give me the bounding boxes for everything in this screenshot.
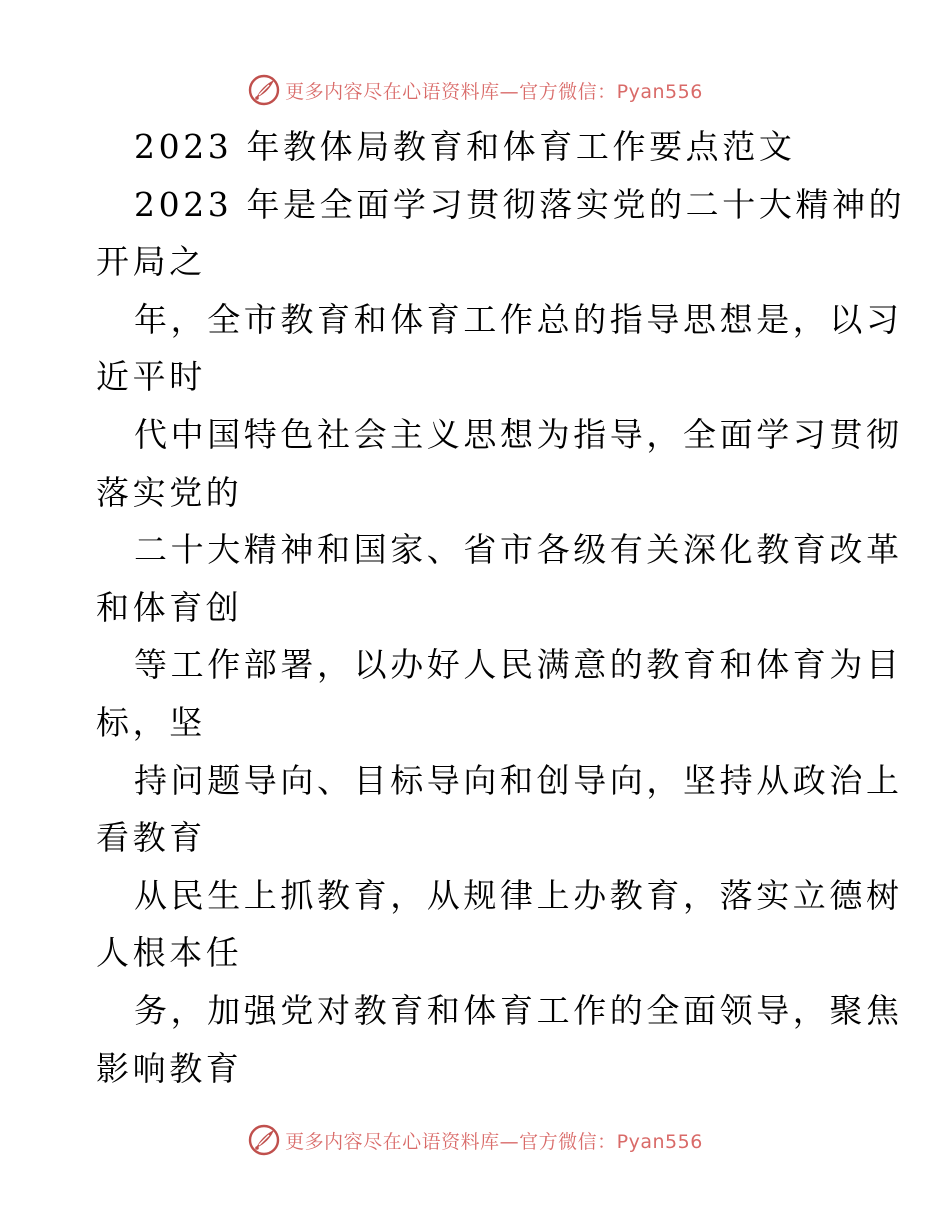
paragraph-line: 和体育创 <box>96 587 243 627</box>
paragraph-line: 人根本任 <box>96 933 243 973</box>
paragraph-line: 从民生上抓教育，从规律上办教育，落实立德树 <box>134 875 903 915</box>
paragraph-line: 持问题导向、目标导向和创导向，坚持从政治上 <box>134 760 903 800</box>
paragraph-line: 影响教育 <box>96 1048 243 1088</box>
header-banner-text: 更多内容尽在心语资料库—官方微信：Pyan556 <box>285 80 703 103</box>
footer-banner-text: 更多内容尽在心语资料库—官方微信：Pyan556 <box>285 1130 703 1153</box>
paragraph-line: 近平时 <box>96 357 206 397</box>
paragraph-line: 二十大精神和国家、省市各级有关深化教育改革 <box>134 530 903 570</box>
document-title: 2023 年教体局教育和体育工作要点范文 <box>134 127 796 166</box>
quill-logo-icon <box>247 1123 281 1157</box>
paragraph-line: 2023 年是全面学习贯彻落实党的二十大精神的 <box>134 184 906 224</box>
paragraph-line: 标，坚 <box>96 702 206 742</box>
document-body <box>96 118 906 1097</box>
quill-logo-icon <box>247 73 281 107</box>
paragraph-line: 务，加强党对教育和体育工作的全面领导，聚焦 <box>134 990 903 1030</box>
footer-banner <box>0 1120 950 1160</box>
paragraph-line: 落实党的 <box>96 472 243 512</box>
paragraph-line: 代中国特色社会主义思想为指导，全面学习贯彻 <box>134 414 903 454</box>
paragraph-line: 年，全市教育和体育工作总的指导思想是，以习 <box>134 299 903 339</box>
paragraph-line: 看教育 <box>96 818 206 858</box>
paragraph-line: 等工作部署，以办好人民满意的教育和体育为目 <box>134 645 903 685</box>
header-banner <box>0 70 950 110</box>
paragraph-line: 开局之 <box>96 242 206 282</box>
